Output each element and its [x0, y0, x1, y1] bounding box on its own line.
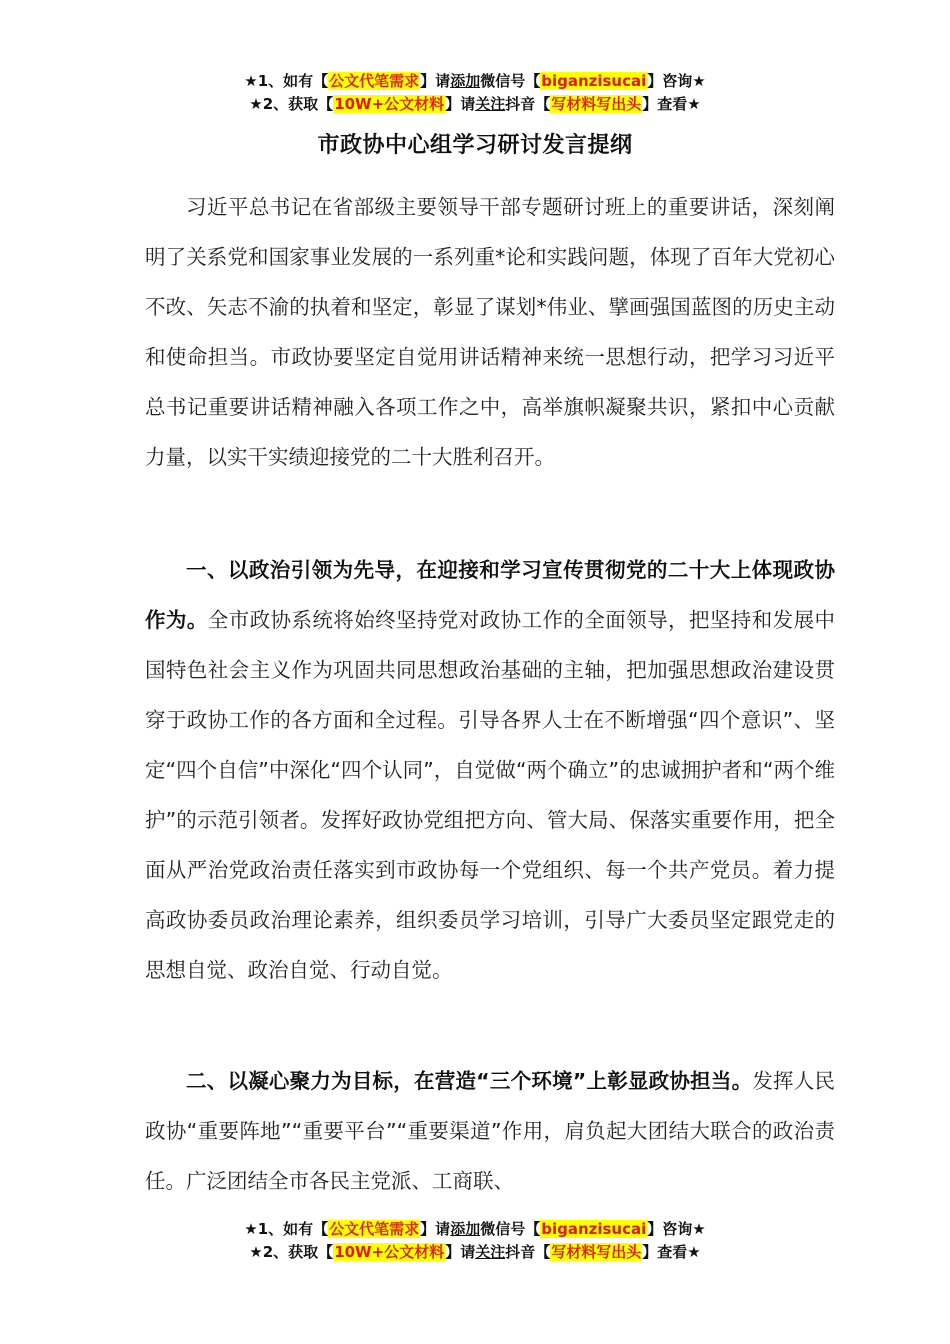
paragraph-3 — [145, 1056, 835, 1206]
banner-line-1: ★1、如有【公文代笔需求】请添加微信号【biganzisucai】咨询★ — [244, 72, 706, 90]
highlight-ghostwriting: 公文代笔需求 — [329, 72, 420, 90]
paragraph-2 — [145, 545, 835, 995]
paragraph-section-1 — [145, 545, 835, 995]
section-2-text: 发挥人民政协“重要阵地”“重要平台”“重要渠道”作用，肩负起大团结大联合的政治责任。广泛团结全市各民主党派、工商联、 — [145, 1069, 835, 1193]
header-banner — [0, 70, 950, 116]
paragraph-intro — [145, 182, 835, 482]
section-1-heading: 一、以政治引领为先导，在迎接和学习宣传贯彻党的二十大上体现政协作为。 — [145, 558, 835, 632]
highlight-ghostwriting: 公文代笔需求 — [329, 1220, 420, 1238]
footer-line-1: ★1、如有【公文代笔需求】请添加微信号【biganzisucai】咨询★ — [244, 1220, 706, 1238]
highlight-wechat-id: biganzisucai — [541, 1220, 647, 1238]
footer-banner — [0, 1218, 950, 1264]
highlight-materials: 10W+公文材料 — [334, 1243, 445, 1261]
highlight-materials: 10W+公文材料 — [334, 95, 445, 113]
section-1-text: 全市政协系统将始终坚持党对政协工作的全面领导，把坚持和发展中国特色社会主义作为巩固共同思想政治基础的主轴，把加强思想政治建设贯穿于政协工作的各方面和全过程。引导各界人士在不断增强“四个意识”、坚定“四个自信”中深化“四个认同”，自觉做“两个确立”的忠诚拥护者和“两个维护”的示范引领者。发挥好政协党组把方向、管大局、保落实重要作用，把全面从严治党政治责任落实到市政协每一个党组织、每一个共产党员。着力提高政协委员政治理论素养，组织委员学习培训，引导广大委员坚定跟党走的思想自觉、政治自觉、行动自觉。 — [145, 608, 835, 982]
section-2-heading: 二、以凝心聚力为目标，在营造“三个环境”上彰显政协担当。 — [186, 1069, 753, 1093]
highlight-wechat-id: biganzisucai — [541, 72, 647, 90]
paragraph-1-text: 习近平总书记在省部级主要领导干部专题研讨班上的重要讲话，深刻阐明了关系党和国家事业发展的一系列重*论和实践问题，体现了百年大党初心不改、矢志不渝的执着和坚定，彰显了谋划*伟业、擘画强国蓝图的历史主动和使命担当。市政协要坚定自觉用讲话精神来统一思想行动，把学习习近平总书记重要讲话精神融入各项工作之中，高举旗帜凝聚共识，紧扣中心贡献力量，以实干实绩迎接党的二十大胜利召开。 — [145, 195, 835, 469]
document-title: 市政协中心组学习研讨发言提纲 — [317, 133, 633, 158]
highlight-douyin-id: 写材料写出头 — [551, 1243, 642, 1261]
footer-line-2: ★2、获取【10W+公文材料】请关注抖音【写材料写出头】查看★ — [249, 1243, 701, 1261]
paragraph-section-2 — [145, 1056, 835, 1206]
banner-line-2: ★2、获取【10W+公文材料】请关注抖音【写材料写出头】查看★ — [249, 95, 701, 113]
highlight-douyin-id: 写材料写出头 — [551, 95, 642, 113]
